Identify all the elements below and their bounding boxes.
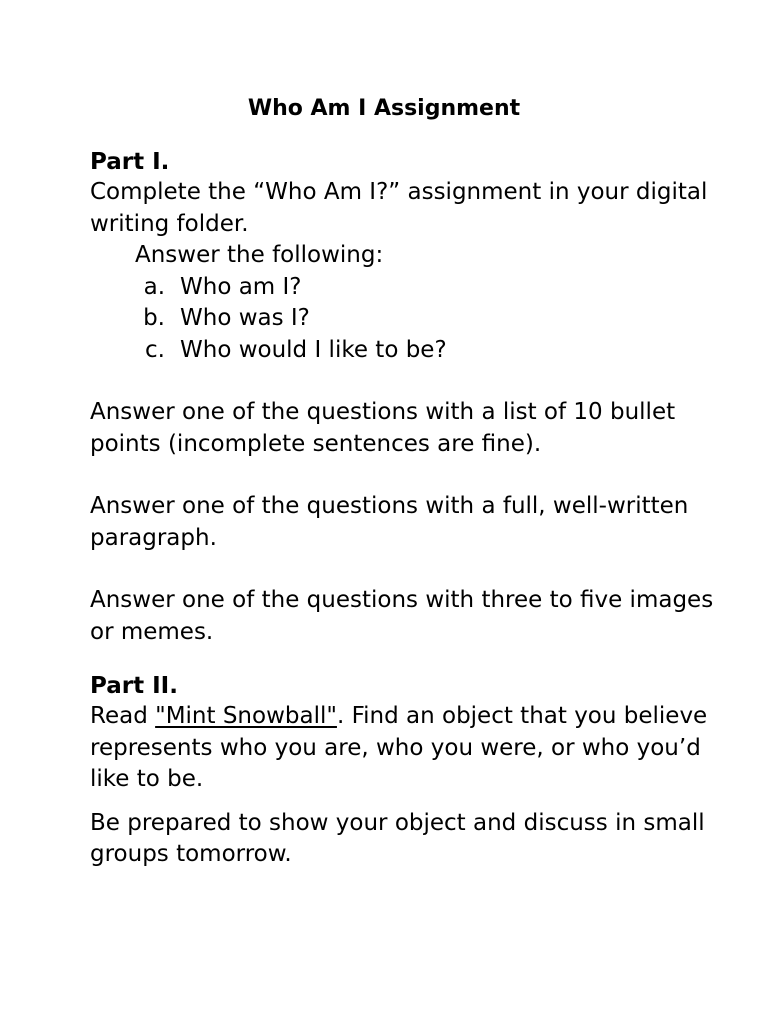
question-marker: b. bbox=[143, 305, 165, 331]
question-marker: a. bbox=[143, 273, 165, 300]
part-two-closing: Be prepared to show your object and discuss in small groups tomorrow. bbox=[90, 809, 705, 867]
task-paragraph: Answer one of the questions with a full, well-written paragraph. bbox=[90, 493, 689, 551]
question-item bbox=[90, 335, 728, 367]
part-one-instruction: Answer the following: bbox=[135, 242, 384, 268]
part-two-heading: Part II. bbox=[90, 673, 178, 699]
spacer bbox=[90, 554, 728, 585]
part-one-heading: Part I. bbox=[90, 149, 170, 175]
task-bullet-list: Answer one of the questions with a list of 10 bullet points (incomplete sentences are fine). bbox=[90, 399, 676, 457]
question-item bbox=[90, 272, 728, 304]
question-item bbox=[90, 303, 728, 335]
question-text: Who would I like to be? bbox=[180, 336, 447, 363]
spacer bbox=[90, 366, 728, 397]
read-suffix: . Find an object that you believe represents who you are, who you were, or who you’d like to be. bbox=[90, 703, 708, 792]
question-marker: c. bbox=[145, 336, 165, 363]
question-text: Who was I? bbox=[180, 305, 310, 331]
spacer bbox=[90, 460, 728, 491]
part-two-reading bbox=[90, 701, 728, 796]
read-prefix: Read bbox=[90, 703, 156, 729]
mint-snowball-link[interactable]: "Mint Snowball" bbox=[155, 703, 337, 729]
question-text: Who am I? bbox=[180, 273, 302, 300]
task-images: Answer one of the questions with three to five images or memes. bbox=[90, 587, 714, 645]
spacer bbox=[90, 796, 728, 808]
page-title: Who Am I Assignment bbox=[247, 96, 521, 121]
question-list bbox=[90, 272, 728, 367]
part-one-intro: Complete the “Who Am I?” assignment in your digital writing folder. bbox=[90, 179, 708, 237]
